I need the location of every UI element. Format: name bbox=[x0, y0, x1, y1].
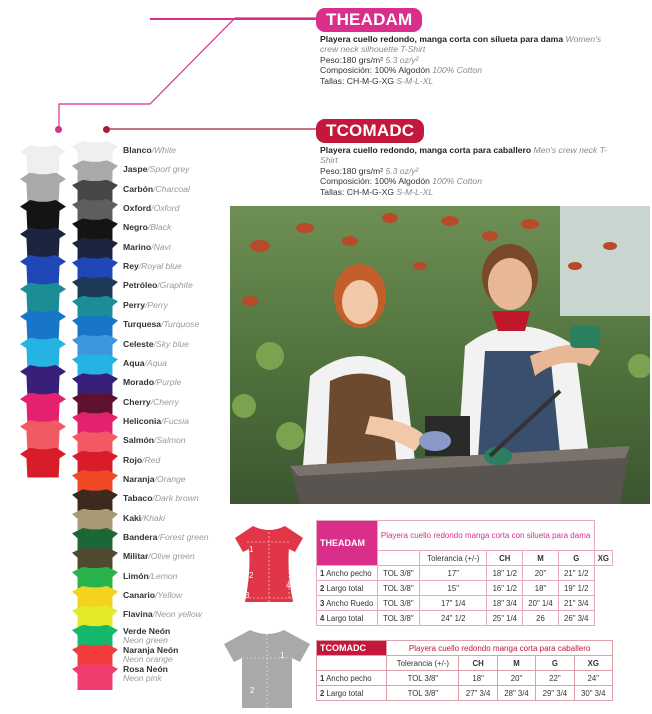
color-name-item: Naranja/Orange bbox=[123, 473, 186, 484]
color-name-item: Canario/Yellow bbox=[123, 590, 183, 601]
color-name-item: Blanco/White bbox=[123, 145, 177, 155]
table-row: 3 Ancho Ruedo TOL 3/8" 17" 1/4 18" 3/4 20" 1/4 21" 3/4 bbox=[317, 596, 613, 611]
women-shirt-measurement-diagram bbox=[233, 522, 305, 606]
women-figure-number-3: 3 bbox=[245, 591, 250, 600]
color-name-item: Morado/Purple bbox=[123, 377, 182, 388]
women-shirt-swatch bbox=[20, 338, 66, 368]
leader-path-tcomadc bbox=[104, 124, 319, 134]
women-shirt-swatch bbox=[20, 173, 66, 203]
color-name-item: Celeste/Sky blue bbox=[123, 338, 189, 349]
color-name-item: Tabaco/Dark brown bbox=[123, 493, 199, 504]
table-row: 1 Ancho pecho TOL 3/8" 17" 18" 1/2 20" 21" 1/2 bbox=[317, 566, 613, 581]
women-shirt-swatch bbox=[20, 145, 66, 175]
color-name-item: Jaspe/Sport grey bbox=[123, 164, 190, 175]
product-code-badge-theadam: THEADAM bbox=[316, 8, 422, 32]
table-code: TCOMADC bbox=[317, 641, 387, 656]
men-shirt-swatch bbox=[72, 663, 118, 690]
men-figure-number-2: 2 bbox=[250, 686, 255, 695]
women-shirt-swatch bbox=[20, 255, 66, 285]
women-shirt-swatch bbox=[20, 365, 66, 395]
color-name-item: Turquesa/Turquose bbox=[123, 319, 200, 330]
women-shirt-swatch bbox=[20, 200, 66, 230]
color-name-item: Carbón/Charcoal bbox=[123, 183, 190, 194]
leader-dot-women bbox=[55, 126, 62, 133]
women-figure-number-4: 4 bbox=[286, 581, 291, 590]
table-code: THEADAM bbox=[317, 521, 378, 566]
size-table-theadam: THEADAM Playera cuello redondo manga corta con silueta para dama Tolerancia (+/-) CH M G XG 1 Ancho pecho TOL 3/8" 17" 18" 1/2 20" 21" 1/2 2 Largo total TOL 3/8" 15" 16" 1/2 18" 19" 1/2 3 Ancho Ruedo TOL 3/8" 17" 1/4 18" 3/4 20" 1/4 21" 3/4 4 Largo total TOL 3/8" 24" 1/2 25" 1/4 26 26" 3/4 bbox=[316, 520, 613, 626]
color-name-item: Rey/Royal blue bbox=[123, 261, 182, 272]
color-name-item: Rosa Neón Neon pink bbox=[123, 664, 168, 684]
color-name-item: Flavina/Neon yellow bbox=[123, 609, 202, 620]
color-name-item: Kaki/Khaki bbox=[123, 512, 166, 523]
women-shirt-swatch bbox=[20, 448, 66, 478]
product-code-badge-tcomadc: TCOMADC bbox=[316, 119, 424, 143]
color-name-item: Verde Neón Neon green bbox=[123, 625, 171, 645]
color-name-item: Bandera/Forest green bbox=[123, 532, 209, 542]
color-name-item: Naranja Neón Neon orange bbox=[123, 645, 179, 665]
women-shirt-swatch bbox=[20, 420, 66, 450]
leader-path-theadam bbox=[55, 15, 320, 135]
color-name-item: Negro/Black bbox=[123, 222, 172, 233]
product-description-theadam: Playera cuello redondo, manga corta con silueta para dama Women's crew neck silhouette T-Shirt Peso:180 grs/m² 5.3 oz/y² Composición: 100% Algodón 100% Cotton Tallas: CH-M-G-XG S-M-L-XL bbox=[320, 34, 602, 86]
leader-dot-men bbox=[103, 126, 110, 133]
color-name-item: Salmón/Salmon bbox=[123, 435, 186, 446]
color-name-item: Aqua/Aqua bbox=[123, 357, 167, 368]
color-name-item: Rojo/Red bbox=[123, 454, 161, 465]
color-name-item: Cherry/Cherry bbox=[123, 396, 179, 407]
color-name-item: Oxford/Oxford bbox=[123, 203, 180, 214]
women-figure-number-2: 2 bbox=[249, 571, 254, 580]
table-row: 4 Largo total TOL 3/8" 24" 1/2 25" 1/4 26 26" 3/4 bbox=[317, 611, 613, 626]
men-figure-number-1: 1 bbox=[280, 651, 285, 660]
color-name-item: Perry/Perry bbox=[123, 299, 168, 310]
color-name-item: Petróleo/Graphite bbox=[123, 280, 193, 291]
color-name-item: Heliconia/Fucsia bbox=[123, 415, 189, 426]
women-shirt-swatch bbox=[20, 283, 66, 313]
color-name-item: Militar/Olive green bbox=[123, 551, 195, 562]
lifestyle-photo bbox=[230, 206, 650, 504]
size-table-tcomadc: TCOMADC Playera cuello redondo manga corta para caballero Tolerancia (+/-) CH M G XG 1 Ancho pecho TOL 3/8" 18" 20" 22" 24" 2 Largo total TOL 3/8" 27" 3/4 28" 3/4 29" 3/4 30" 3/4 bbox=[316, 640, 613, 701]
women-figure-number-1: 1 bbox=[249, 545, 254, 554]
color-name-item: Limón/Lemon bbox=[123, 570, 178, 581]
product-description-tcomadc: Playera cuello redondo, manga corta para caballero Men's crew neck T-Shirt Peso:180 grs/m² 5.3 oz/y² Composición: 100% Algodón 100% Cotton Tallas: CH-M-G-XG S-M-L-XL bbox=[320, 145, 607, 197]
table-row: 2 Largo total TOL 3/8" 15" 16" 1/2 18" 19" 1/2 bbox=[317, 581, 613, 596]
women-shirt-swatch bbox=[20, 310, 66, 340]
table-row: 1 Ancho pecho TOL 3/8" 18" 20" 22" 24" bbox=[317, 671, 613, 686]
men-shirt-measurement-diagram bbox=[222, 626, 312, 710]
table-row: 2 Largo total TOL 3/8" 27" 3/4 28" 3/4 29" 3/4 30" 3/4 bbox=[317, 686, 613, 701]
women-shirt-swatch bbox=[20, 393, 66, 423]
table-title: Playera cuello redondo manga corta con silueta para dama bbox=[377, 521, 594, 551]
women-shirt-swatch bbox=[20, 228, 66, 258]
table-title: Playera cuello redondo manga corta para caballero bbox=[387, 641, 613, 656]
color-name-item: Marino/Navi bbox=[123, 241, 171, 252]
